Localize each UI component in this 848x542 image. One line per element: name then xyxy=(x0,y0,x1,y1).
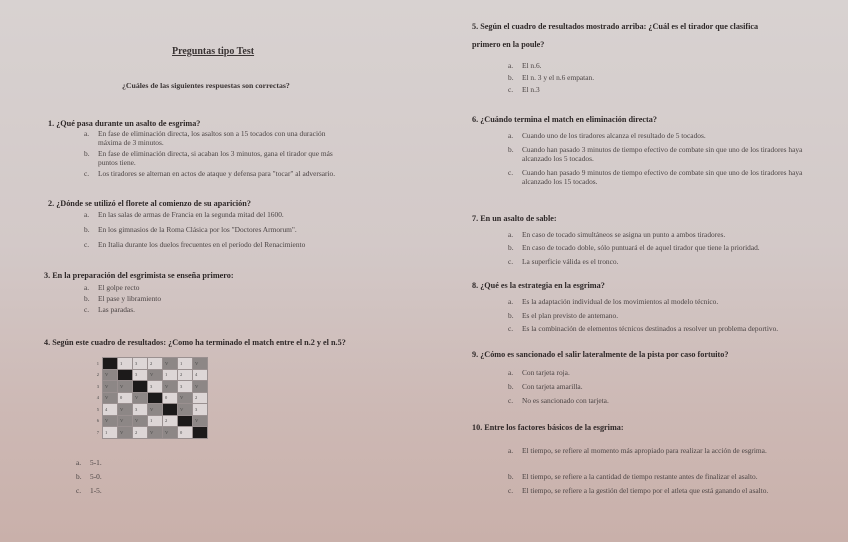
option-letter: a. xyxy=(508,61,514,70)
question-2-option-a xyxy=(84,210,398,219)
grid-cell: 2 xyxy=(133,427,148,439)
question-1-option-c xyxy=(84,169,348,178)
grid-cell-diagonal xyxy=(103,358,118,370)
grid-cell: 1 xyxy=(163,369,178,381)
question-7-option-c xyxy=(508,257,842,266)
grid-cell: V xyxy=(148,369,163,381)
results-grid xyxy=(89,357,208,439)
option-text: Cuando uno de los tiradores alcanza el resultado de 5 tocados. xyxy=(522,131,706,140)
question-3-text: 3. En la preparación del esgrimista se enseña primero: xyxy=(44,271,234,280)
option-letter: c. xyxy=(76,486,82,495)
grid-cell: 0 xyxy=(163,392,178,404)
grid-cell: V xyxy=(163,358,178,370)
question-4-option-c xyxy=(76,486,340,495)
question-1-option-b xyxy=(84,149,348,167)
option-letter: a. xyxy=(84,210,90,219)
question-4-option-b xyxy=(76,472,340,481)
grid-row xyxy=(89,404,208,416)
question-5-text: 5. Según el cuadro de resultados mostrado arriba: ¿Cuál es el tirador que clasifica primero en la poule? xyxy=(472,22,759,49)
grid-row xyxy=(89,415,208,427)
question-4-option-a xyxy=(76,458,340,467)
question-5-option-b xyxy=(508,73,772,82)
question-3-option-b xyxy=(84,294,348,303)
grid-row xyxy=(89,381,208,393)
grid-cell: 2 xyxy=(148,358,163,370)
option-letter: a. xyxy=(508,446,514,455)
option-letter: c. xyxy=(508,486,514,495)
option-letter: a. xyxy=(84,129,90,138)
question-8-option-c xyxy=(508,324,802,333)
grid-row xyxy=(89,392,208,404)
option-letter: c. xyxy=(508,168,514,177)
option-text: Las paradas. xyxy=(98,305,135,314)
grid-cell-diagonal xyxy=(163,404,178,416)
question-2-option-c xyxy=(84,240,398,249)
grid-cell: V xyxy=(163,427,178,439)
question-8-text: 8. ¿Qué es la estrategia en la esgrima? xyxy=(472,281,605,290)
grid-cell: 0 xyxy=(118,392,133,404)
option-text: No es sancionado con tarjeta. xyxy=(522,396,609,405)
grid-cell: 2 xyxy=(163,415,178,427)
option-text: 5-0. xyxy=(90,472,102,481)
grid-cell: 0 xyxy=(178,427,193,439)
grid-cell: 4 xyxy=(103,404,118,416)
option-text: En caso de tocado simultáneos se asigna un punto a ambos tiradores. xyxy=(522,230,726,239)
question-2-text: 2. ¿Dónde se utilizó el florete al comienzo de su aparición? xyxy=(48,199,251,208)
question-8-option-b xyxy=(508,311,802,320)
grid-row-label: 6 xyxy=(96,418,99,424)
grid-cell: V xyxy=(193,415,208,427)
grid-cell: V xyxy=(148,404,163,416)
question-4-text: 4. Según este cuadro de resultados: ¿Como ha terminado el match entre el n.2 y el n.5? xyxy=(44,338,346,347)
option-text: En Italia durante los duelos frecuentes en el período del Renacimiento xyxy=(98,240,306,249)
option-letter: c. xyxy=(508,257,514,266)
option-text: El tiempo, se refiere a la gestión del tiempo por el atleta que está ganando el asalto. xyxy=(522,486,769,495)
grid-cell: 3 xyxy=(133,358,148,370)
question-6-option-a xyxy=(508,131,812,140)
option-letter: c. xyxy=(508,396,514,405)
option-text: En fase de eliminación directa, los asaltos son a 15 tocados con una duración máxima de 3 minutos. xyxy=(98,129,326,147)
grid-cell: 2 xyxy=(193,392,208,404)
option-text: El n. 3 y el n.6 empatan. xyxy=(522,73,595,82)
page-title: Preguntas tipo Test xyxy=(172,46,255,57)
grid-row-label: 3 xyxy=(96,383,99,389)
question-7-option-b xyxy=(508,243,842,252)
question-7-option-a xyxy=(508,230,842,239)
question-3-option-c xyxy=(84,305,348,314)
grid-cell: V xyxy=(148,427,163,439)
option-letter: b. xyxy=(508,73,514,82)
grid-cell: V xyxy=(193,358,208,370)
option-letter: a. xyxy=(84,283,90,292)
option-text: El n.3 xyxy=(522,85,540,94)
question-9-text: 9. ¿Cómo es sancionado el salir lateralmente de la pista por caso fortuito? xyxy=(472,350,729,359)
grid-cell: 3 xyxy=(178,381,193,393)
question-9-option-a xyxy=(508,368,802,377)
option-letter: b. xyxy=(508,311,514,320)
question-10-option-c xyxy=(508,486,822,495)
question-6-text: 6. ¿Cuándo termina el match en eliminación directa? xyxy=(472,115,657,124)
option-letter: c. xyxy=(84,240,90,249)
option-text: El tiempo, se refiere a la cantidad de tiempo restante antes de finalizar el asalto. xyxy=(522,472,758,481)
question-3-option-a xyxy=(84,283,348,292)
option-text: En las salas de armas de Francia en la segunda mitad del 1600. xyxy=(98,210,284,219)
option-text: Con tarjeta roja. xyxy=(522,368,570,377)
grid-cell: 1 xyxy=(103,427,118,439)
grid-cell: V xyxy=(118,404,133,416)
page-subtitle: ¿Cuáles de las siguientes respuestas son correctas? xyxy=(122,81,290,90)
option-letter: b. xyxy=(84,225,90,234)
question-7-text: 7. En un asalto de sable: xyxy=(472,214,557,223)
grid-cell: V xyxy=(118,415,133,427)
question-2-option-b xyxy=(84,225,398,234)
grid-cell-diagonal xyxy=(193,427,208,439)
grid-row xyxy=(89,369,208,381)
option-letter: c. xyxy=(508,85,514,94)
option-letter: b. xyxy=(84,149,90,158)
grid-cell-diagonal xyxy=(148,392,163,404)
option-text: El n.6. xyxy=(522,61,542,70)
grid-cell: V xyxy=(103,415,118,427)
grid-cell-diagonal xyxy=(118,369,133,381)
option-letter: c. xyxy=(508,324,514,333)
grid-cell: V xyxy=(133,392,148,404)
option-letter: a. xyxy=(508,368,514,377)
option-letter: b. xyxy=(508,145,514,154)
option-text: Es el plan previsto de antemano. xyxy=(522,311,619,320)
option-letter: a. xyxy=(508,230,514,239)
option-letter: b. xyxy=(508,382,514,391)
option-text: En caso de tocado doble, sólo puntuará el de aquel tirador que tiene la prioridad. xyxy=(522,243,760,252)
grid-cell: V xyxy=(103,369,118,381)
grid-cell: V xyxy=(118,427,133,439)
option-letter: b. xyxy=(508,472,514,481)
option-text: En los gimnasios de la Roma Clásica por los "Doctores Armorum". xyxy=(98,225,297,234)
grid-cell: V xyxy=(163,381,178,393)
grid-cell: V xyxy=(133,415,148,427)
grid-row-label: 5 xyxy=(96,406,99,412)
option-letter: c. xyxy=(84,169,90,178)
question-1-text: 1. ¿Qué pasa durante un asalto de esgrima? xyxy=(48,119,201,128)
option-letter: b. xyxy=(76,472,82,481)
option-letter: c. xyxy=(84,305,90,314)
grid-cell: V xyxy=(118,381,133,393)
grid-row xyxy=(89,358,208,370)
option-text: 1-5. xyxy=(90,486,102,495)
grid-cell: 1 xyxy=(178,358,193,370)
grid-cell: 3 xyxy=(133,404,148,416)
right-page xyxy=(424,0,848,542)
question-5-option-a xyxy=(508,61,772,70)
option-text: Es la adaptación individual de los movimientos al modelo técnico. xyxy=(522,297,719,306)
option-text: Cuando han pasado 9 minutos de tiempo efectivo de combate sin que uno de los tiradores haya alcanzado los 15 tocados. xyxy=(522,168,803,186)
question-9-option-b xyxy=(508,382,802,391)
question-1-option-a xyxy=(84,129,348,147)
grid-row xyxy=(89,427,208,439)
grid-cell: V xyxy=(178,404,193,416)
grid-row-label: 7 xyxy=(96,429,99,435)
grid-row-label: 4 xyxy=(96,395,99,401)
option-letter: a. xyxy=(508,297,514,306)
option-text: El tiempo, se refiere al momento más apropiado para realizar la acción de esgrima. xyxy=(522,446,767,455)
grid-row-label: 2 xyxy=(96,372,99,378)
option-letter: b. xyxy=(508,243,514,252)
question-8-option-a xyxy=(508,297,802,306)
option-text: En fase de eliminación directa, si acaban los 3 minutos, gana el tirador que más puntos tiene. xyxy=(98,149,333,167)
grid-cell: 1 xyxy=(118,358,133,370)
question-9-option-c xyxy=(508,396,802,405)
grid-cell: 1 xyxy=(148,415,163,427)
grid-cell: 3 xyxy=(193,404,208,416)
grid-cell: 2 xyxy=(178,369,193,381)
grid-cell: V xyxy=(103,392,118,404)
question-10-option-b xyxy=(508,472,822,481)
option-text: La superficie válida es el tronco. xyxy=(522,257,619,266)
option-text: Es la combinación de elementos técnicos destinados a resolver un problema deportivo. xyxy=(522,324,779,333)
question-10-text: 10. Entre los factores básicos de la esgrima: xyxy=(472,423,624,432)
grid-cell-diagonal xyxy=(178,415,193,427)
option-text: 5-1. xyxy=(90,458,102,467)
option-text: Con tarjeta amarilla. xyxy=(522,382,583,391)
grid-cell: V xyxy=(193,381,208,393)
question-5-option-c xyxy=(508,85,772,94)
grid-cell-diagonal xyxy=(133,381,148,393)
option-letter: b. xyxy=(84,294,90,303)
option-text: El golpe recto xyxy=(98,283,140,292)
question-6-option-b xyxy=(508,145,812,163)
grid-cell: 4 xyxy=(193,369,208,381)
question-6-option-c xyxy=(508,168,812,186)
option-text: Los tiradores se alternan en actos de ataque y defensa para "tocar" al adversario. xyxy=(98,169,336,178)
grid-cell: V xyxy=(103,381,118,393)
grid-cell: 3 xyxy=(148,381,163,393)
grid-row-label: 1 xyxy=(96,360,99,366)
grid-cell: V xyxy=(178,392,193,404)
grid-cell: 3 xyxy=(133,369,148,381)
question-10-option-a xyxy=(508,446,822,455)
option-letter: a. xyxy=(76,458,82,467)
option-text: Cuando han pasado 3 minutos de tiempo efectivo de combate sin que uno de los tiradores haya alcanzado los 5 tocados. xyxy=(522,145,803,163)
option-text: El pase y libramiento xyxy=(98,294,162,303)
option-letter: a. xyxy=(508,131,514,140)
